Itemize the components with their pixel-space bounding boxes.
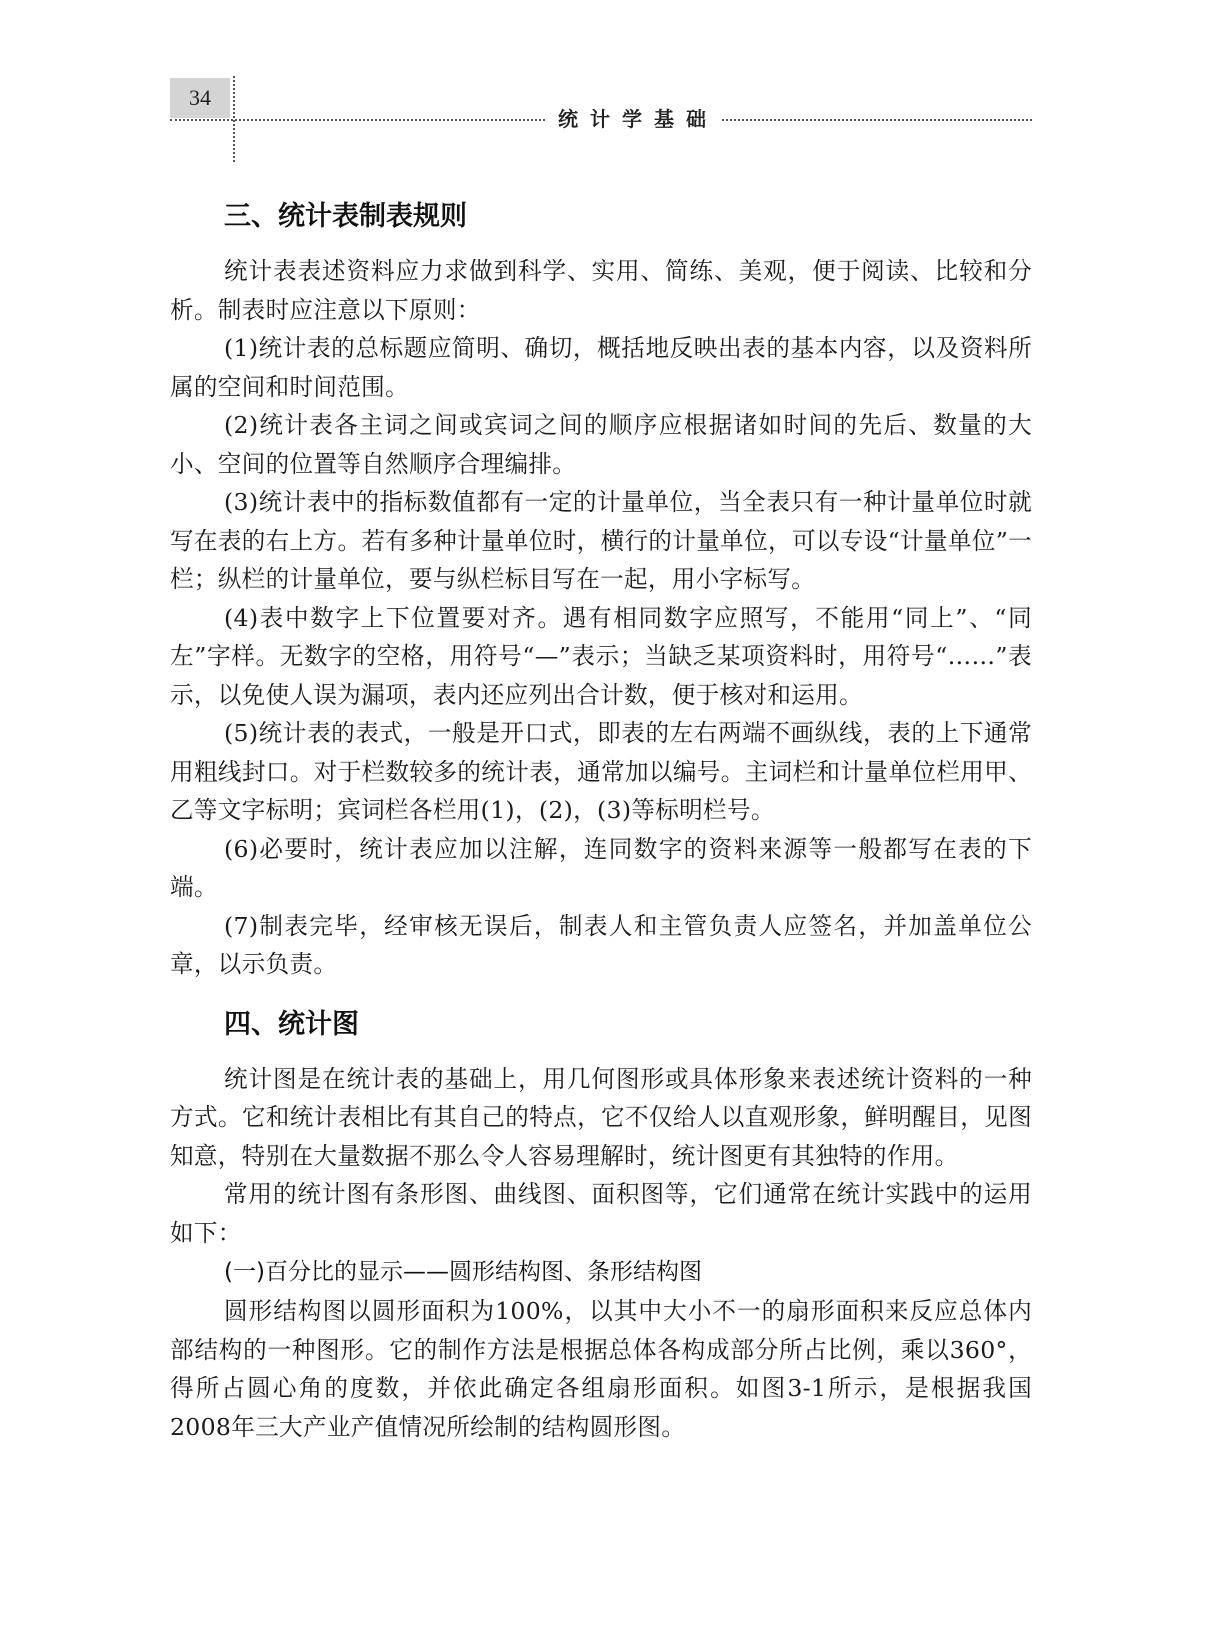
paragraph: (2)统计表各主词之间或宾词之间的顺序应根据诸如时间的先后、数量的大小、空间的位置等自然顺序合理编排。 — [170, 411, 1032, 478]
page-header — [0, 0, 1205, 170]
paragraph: (6)必要时，统计表应加以注解，连同数字的资料来源等一般都写在表的下端。 — [170, 834, 1032, 901]
paragraph: (1)统计表的总标题应简明、确切，概括地反映出表的基本内容，以及资料所属的空间和时间范围。 — [170, 334, 1032, 401]
section-heading: 三、统计表制表规则 — [224, 201, 467, 232]
section-heading: 四、统计图 — [224, 1008, 359, 1040]
subsection-heading: (一)百分比的显示——圆形结构图、条形结构图 — [224, 1259, 702, 1285]
header-rule-right — [722, 119, 1032, 121]
paragraph: (7)制表完毕，经审核无误后，制表人和主管负责人应签名，并加盖单位公章，以示负责。 — [170, 911, 1032, 978]
paragraph: 统计表表述资料应力求做到科学、实用、简练、美观，便于阅读、比较和分析。制表时应注意以下原则： — [170, 257, 1032, 324]
paragraph: (3)统计表中的指标数值都有一定的计量单位，当全表只有一种计量单位时就写在表的右上方。若有多种计量单位时，横行的计量单位，可以专设“计量单位”一栏；纵栏的计量单位，要与纵栏标目写在一起，用小字标写。 — [170, 488, 1032, 593]
paragraph: 常用的统计图有条形图、曲线图、面积图等，它们通常在统计实践中的运用如下： — [170, 1180, 1032, 1247]
running-title: 统计学基础 — [558, 107, 718, 131]
paragraph: 统计图是在统计表的基础上，用几何图形或具体形象来表述统计资料的一种方式。它和统计表相比有其自己的特点，它不仅给人以直观形象，鲜明醒目，见图知意，特别在大量数据不那么令人容易理解时，统计图更有其独特的作用。 — [170, 1064, 1032, 1170]
page-number: 34 — [170, 78, 230, 118]
page-body — [170, 188, 1032, 1446]
paragraph: 圆形结构图以圆形面积为100%，以其中大小不一的扇形面积来反应总体内部结构的一种图形。它的制作方法是根据总体各构成部分所占比例，乘以360°，得所占圆心角的度数，并依此确定各组扇形面积。如图3-1所示，是根据我国2008年三大产业产值情况所绘制的结构圆形图。 — [170, 1297, 1032, 1441]
paragraph: (5)统计表的表式，一般是开口式，即表的左右两端不画纵线，表的上下通常用粗线封口。对于栏数较多的统计表，通常加以编号。主词栏和计量单位栏用甲、乙等文字标明；宾词栏各栏用(1)，(2)，(3)等标明栏号。 — [170, 719, 1032, 824]
paragraph: (4)表中数字上下位置要对齐。遇有相同数字应照写，不能用“同上”、“同左”字样。无数字的空格，用符号“—”表示；当缺乏某项资料时，用符号“……”表示，以免使人误为漏项，表内还应列出合计数，便于核对和运用。 — [170, 603, 1032, 709]
header-rule-left — [170, 119, 545, 121]
